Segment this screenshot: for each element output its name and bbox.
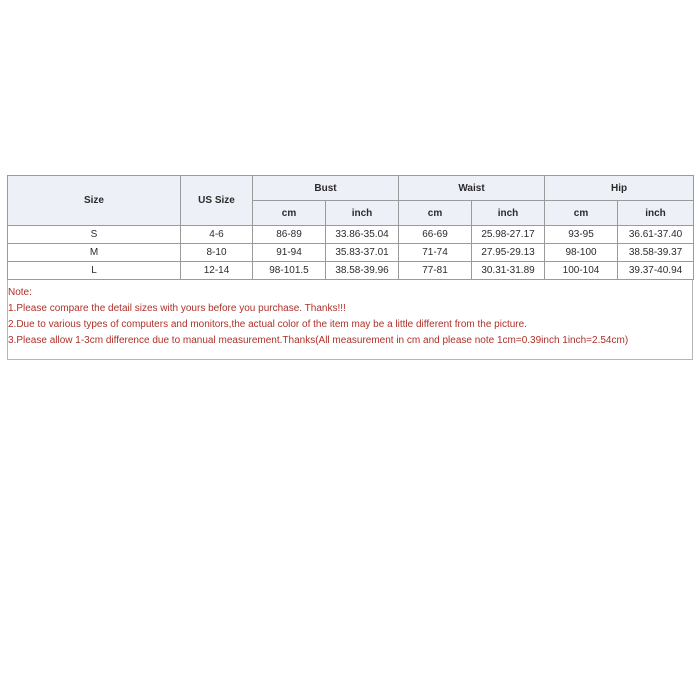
- size-table: [7, 175, 694, 280]
- table-cell: S: [8, 226, 181, 244]
- table-cell: 30.31-31.89: [472, 262, 545, 280]
- table-cell: M: [8, 244, 181, 262]
- unit-header: inch: [618, 201, 694, 226]
- note-line: 1.Please compare the detail sizes with yours before you purchase. Thanks!!!: [8, 303, 346, 314]
- table-row: [8, 226, 694, 244]
- table-header: [8, 176, 694, 226]
- unit-header: inch: [472, 201, 545, 226]
- table-cell: 35.83-37.01: [326, 244, 399, 262]
- table-cell: 27.95-29.13: [472, 244, 545, 262]
- table-cell: 39.37-40.94: [618, 262, 694, 280]
- table-cell: 66-69: [399, 226, 472, 244]
- note-line: 2.Due to various types of computers and monitors,the actual color of the item may be a little different from the picture.: [8, 319, 527, 330]
- table-cell: 36.61-37.40: [618, 226, 694, 244]
- table-body: [8, 226, 694, 280]
- table-cell: 38.58-39.37: [618, 244, 694, 262]
- table-row: [8, 244, 694, 262]
- unit-header: cm: [253, 201, 326, 226]
- unit-header: cm: [545, 201, 618, 226]
- header-us-size: US Size: [181, 176, 253, 226]
- table-cell: 38.58-39.96: [326, 262, 399, 280]
- header-bust: Bust: [253, 176, 399, 201]
- notes-box: [7, 280, 693, 360]
- table-cell: 100-104: [545, 262, 618, 280]
- table-cell: 98-101.5: [253, 262, 326, 280]
- header-size: Size: [8, 176, 181, 226]
- table-cell: 25.98-27.17: [472, 226, 545, 244]
- table-cell: 12-14: [181, 262, 253, 280]
- table-cell: 4-6: [181, 226, 253, 244]
- table-cell: 86-89: [253, 226, 326, 244]
- table-cell: L: [8, 262, 181, 280]
- unit-header: cm: [399, 201, 472, 226]
- table-cell: 33.86-35.04: [326, 226, 399, 244]
- table-cell: 8-10: [181, 244, 253, 262]
- table-cell: 98-100: [545, 244, 618, 262]
- table-cell: 71-74: [399, 244, 472, 262]
- unit-header: inch: [326, 201, 399, 226]
- table-cell: 77-81: [399, 262, 472, 280]
- table-cell: 91-94: [253, 244, 326, 262]
- table-cell: 93-95: [545, 226, 618, 244]
- header-hip: Hip: [545, 176, 694, 201]
- size-chart: [7, 175, 693, 360]
- note-heading: Note:: [8, 287, 32, 298]
- note-line: 3.Please allow 1-3cm difference due to manual measurement.Thanks(All measurement in cm and please note 1cm=0.39inch 1inch=2.54cm): [8, 335, 629, 346]
- header-waist: Waist: [399, 176, 545, 201]
- table-row: [8, 262, 694, 280]
